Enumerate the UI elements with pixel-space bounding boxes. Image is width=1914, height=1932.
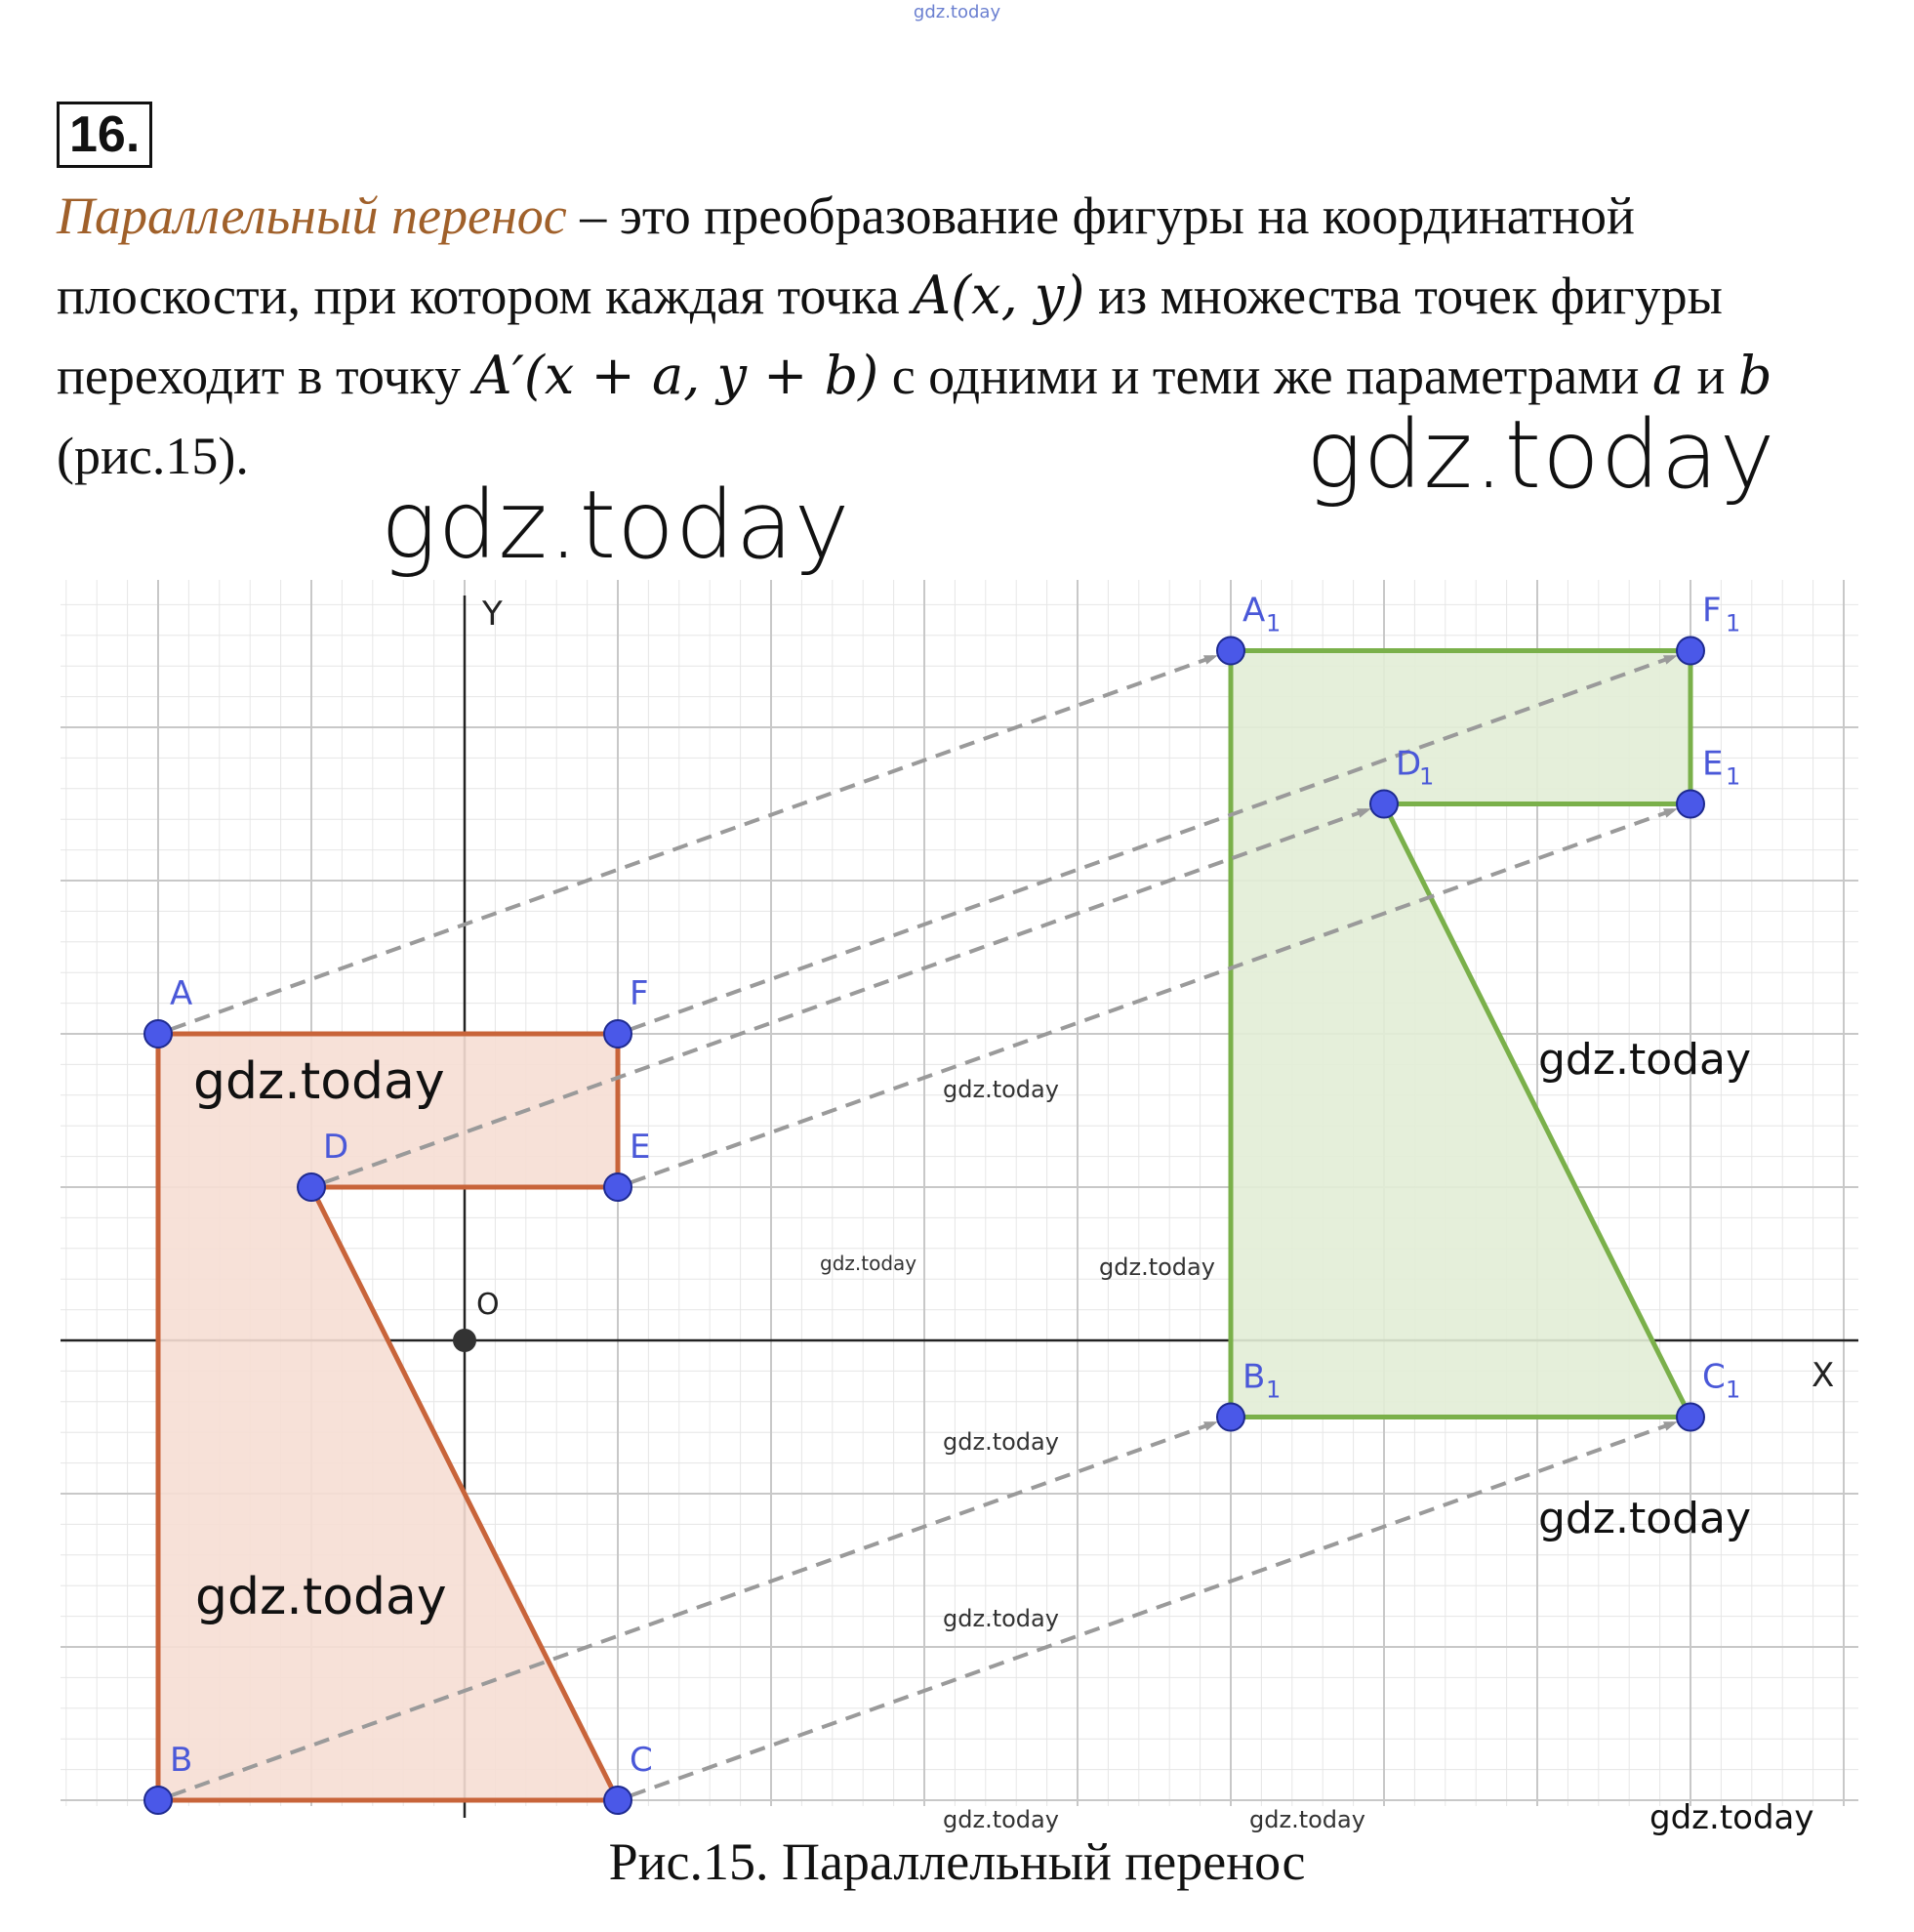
original-figure <box>158 1034 618 1800</box>
watermark-large-2: gdz.today <box>381 471 851 580</box>
original-label-f: F <box>630 974 649 1013</box>
image-label-f: F <box>1702 591 1722 631</box>
top-watermark: gdz.today <box>913 2 1001 22</box>
image-label-e: E <box>1702 744 1724 784</box>
translation-arrow-c <box>631 1422 1676 1795</box>
translation-arrow-a <box>171 656 1216 1029</box>
watermark-small-7: gdz.today <box>1249 1806 1365 1833</box>
y-axis-label: Y <box>482 595 503 634</box>
definition-text-1: – это преобразование фигуры на координатной плоскости, при котором каждая точка <box>57 186 1635 325</box>
image-point-f <box>1677 637 1704 665</box>
original-point-c <box>604 1787 631 1814</box>
image-point-e <box>1677 791 1704 818</box>
watermark-small-4: gdz.today <box>943 1428 1059 1456</box>
watermark-medium-2: gdz.today <box>195 1568 447 1626</box>
image-point-c <box>1677 1404 1704 1431</box>
image-label-sub-f: 1 <box>1726 609 1741 637</box>
image-label-sub-d: 1 <box>1419 762 1435 791</box>
image-point-a <box>1217 637 1244 665</box>
original-point-a <box>144 1020 172 1048</box>
watermark-medium-4: gdz.today <box>1538 1494 1752 1543</box>
watermark-small-3: gdz.today <box>1099 1254 1215 1281</box>
watermark-large-1: gdz.today <box>1306 400 1776 510</box>
watermark-small-2: gdz.today <box>820 1252 917 1275</box>
x-axis-label: X <box>1812 1356 1835 1395</box>
image-label-a: A <box>1242 591 1266 631</box>
math-point-a: A(x, y) <box>913 265 1085 326</box>
original-point-e <box>604 1173 631 1201</box>
original-label-e: E <box>630 1128 651 1167</box>
origin-label: O <box>476 1288 500 1322</box>
original-label-c: C <box>630 1741 653 1780</box>
watermark-medium-5: gdz.today <box>1649 1798 1814 1837</box>
original-point-b <box>144 1787 172 1814</box>
original-label-d: D <box>323 1128 349 1167</box>
watermark-small-1: gdz.today <box>943 1076 1059 1103</box>
image-label-sub-b: 1 <box>1266 1376 1282 1404</box>
image-label-b: B <box>1242 1357 1266 1397</box>
math-param-a: a <box>1651 345 1685 406</box>
definition-text-2: из множества точек фигуры переходит в точку <box>57 267 1723 405</box>
image-label-c: C <box>1702 1357 1726 1397</box>
original-point-d <box>298 1173 325 1201</box>
original-label-b: B <box>170 1741 193 1780</box>
problem-number: 16. <box>57 102 152 168</box>
definition-text-5: (рис.15). <box>57 427 249 485</box>
definition-text-4: и <box>1684 347 1738 405</box>
watermark-medium-3: gdz.today <box>1538 1035 1752 1085</box>
original-label-a: A <box>170 974 193 1013</box>
figure-caption: Рис.15. Параллельный перенос <box>608 1832 1306 1891</box>
image-label-sub-e: 1 <box>1726 762 1741 791</box>
image-label-d: D <box>1396 744 1422 784</box>
math-param-b: b <box>1737 345 1772 406</box>
image-point-d <box>1370 791 1398 818</box>
image-point-b <box>1217 1404 1244 1431</box>
image-label-sub-a: 1 <box>1266 609 1282 637</box>
image-label-sub-c: 1 <box>1726 1376 1741 1404</box>
watermark-medium-1: gdz.today <box>193 1052 445 1111</box>
watermark-small-6: gdz.today <box>943 1806 1059 1833</box>
definition-text-3: с одними и теми же параметрами <box>878 347 1652 405</box>
origin-point <box>453 1329 476 1352</box>
definition-term: Параллельный перенос <box>57 186 567 245</box>
translation-arrow-f <box>631 656 1676 1029</box>
watermark-small-5: gdz.today <box>943 1605 1059 1632</box>
translation-arrow-d <box>324 809 1369 1182</box>
math-point-a-prime: A′(x + a, y + b) <box>473 345 879 406</box>
original-point-f <box>604 1020 631 1048</box>
